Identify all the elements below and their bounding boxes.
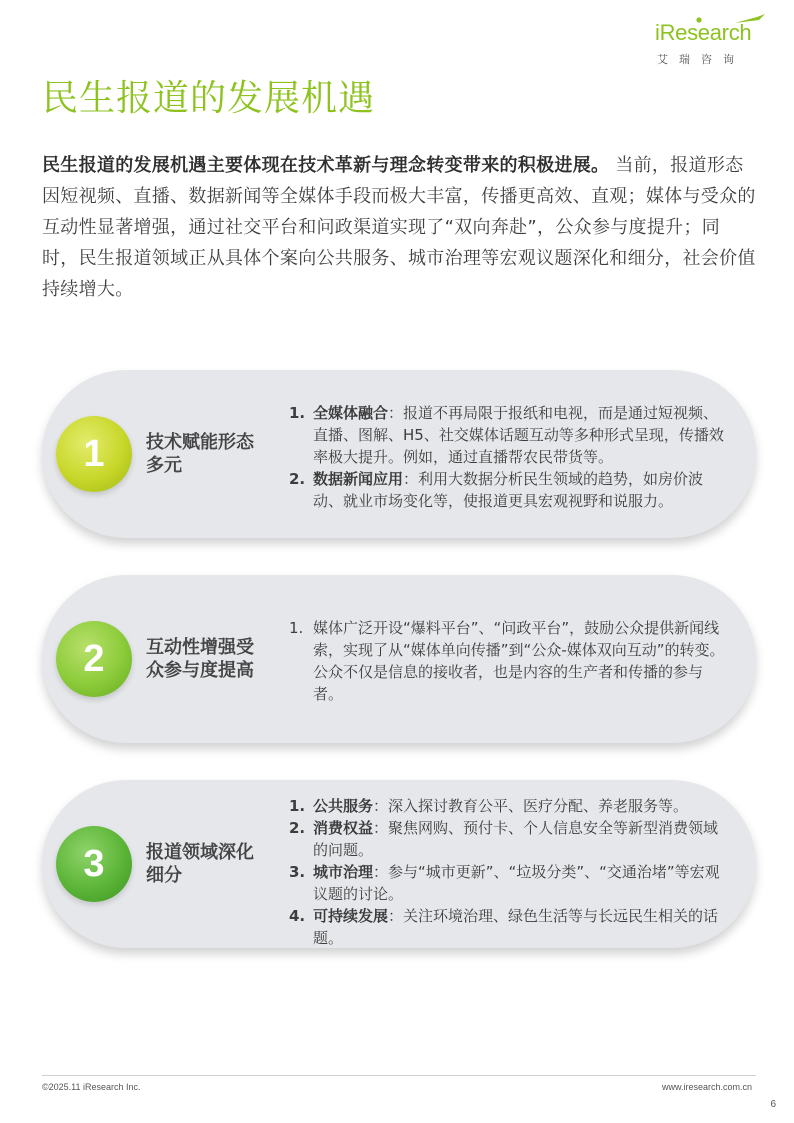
- item-number: 2.: [289, 819, 306, 837]
- card-points: [289, 402, 729, 512]
- page-number: 6: [770, 1099, 776, 1110]
- page-title: 民生报道的发展机遇: [42, 78, 376, 119]
- item-text: ：聚焦网购、预付卡、个人信息安全等新型消费领域的问题。: [313, 819, 719, 859]
- item-number: 1.: [289, 797, 306, 815]
- footer-divider: [42, 1075, 756, 1076]
- item-number: 1.: [289, 404, 306, 422]
- card-heading: 技术赋能形态多元: [146, 432, 254, 476]
- item-number: 1.: [289, 619, 304, 637]
- card-points: [289, 795, 729, 949]
- card-number-badge: 3: [56, 826, 132, 902]
- footer-url[interactable]: www.iresearch.com.cn: [661, 1082, 752, 1092]
- list-item: [289, 817, 729, 861]
- intro-lead: 民生报道的发展机遇主要体现在技术革新与理念转变带来的积极进展。: [42, 155, 610, 176]
- item-lead: 城市治理: [313, 863, 374, 881]
- card-heading: 报道领域深化细分: [146, 842, 254, 886]
- item-text: ：关注环境治理、绿色生活等与长远民生相关的话题。: [313, 907, 719, 947]
- opportunity-card-2: [42, 575, 756, 743]
- item-text: ：报道不再局限于报纸和电视，而是通过短视频、直播、图解、H5、社交媒体话题互动等多种形式呈现，传播效率极大提升。例如，通过直播帮农民带货等。: [313, 404, 724, 466]
- opportunity-card-3: [42, 780, 756, 948]
- iresearch-logo: [655, 14, 767, 72]
- intro-body: 当前，报道形态因短视频、直播、数据新闻等全媒体手段而极大丰富，传播更高效、直观；媒体与受众的互动性显著增强，通过社交平台和问政渠道实现了“双向奔赴”，公众参与度提升；同时，民生报道领域正从具体个案向公共服务、城市治理等宏观议题深化和细分，社会价值持续增大。: [42, 155, 756, 300]
- item-text: ：利用大数据分析民生领域的趋势，如房价波动、就业市场变化等，使报道更具宏观视野和说服力。: [313, 470, 704, 510]
- item-text: 媒体广泛开设“爆料平台”、“问政平台”，鼓励公众提供新闻线索，实现了从“媒体单向传播”到“公众-媒体双向互动”的转变。公众不仅是信息的接收者，也是内容的生产者和传播的参与者。: [313, 619, 725, 703]
- list-item: [289, 402, 729, 468]
- item-lead: 数据新闻应用: [313, 470, 404, 488]
- item-text: ：深入探讨教育公平、医疗分配、养老服务等。: [373, 797, 689, 815]
- card-points: [289, 617, 729, 705]
- card-number-badge: 1: [56, 416, 132, 492]
- intro-paragraph: [42, 150, 756, 305]
- list-item: [289, 861, 729, 905]
- logo-chinese-name: 艾瑞咨询: [657, 53, 745, 66]
- list-item: [289, 795, 729, 817]
- item-number: 4.: [289, 907, 306, 925]
- item-lead: 公共服务: [313, 797, 374, 815]
- item-lead: 可持续发展: [313, 907, 389, 925]
- footer-copyright: ©2025.11 iResearch Inc.: [42, 1082, 141, 1092]
- item-text: ：参与“城市更新”、“垃圾分类”、“交通治堵”等宏观议题的讨论。: [313, 863, 720, 903]
- list-item: [289, 905, 729, 949]
- list-item: [289, 617, 729, 705]
- card-heading: 互动性增强受众参与度提高: [146, 637, 254, 681]
- card-number-badge: 2: [56, 621, 132, 697]
- item-number: 3.: [289, 863, 306, 881]
- item-number: 2.: [289, 470, 306, 488]
- item-lead: 消费权益: [313, 819, 374, 837]
- item-lead: 全媒体融合: [313, 404, 389, 422]
- opportunity-card-1: [42, 370, 756, 538]
- list-item: [289, 468, 729, 512]
- logo-wordmark: iResearch: [655, 20, 752, 45]
